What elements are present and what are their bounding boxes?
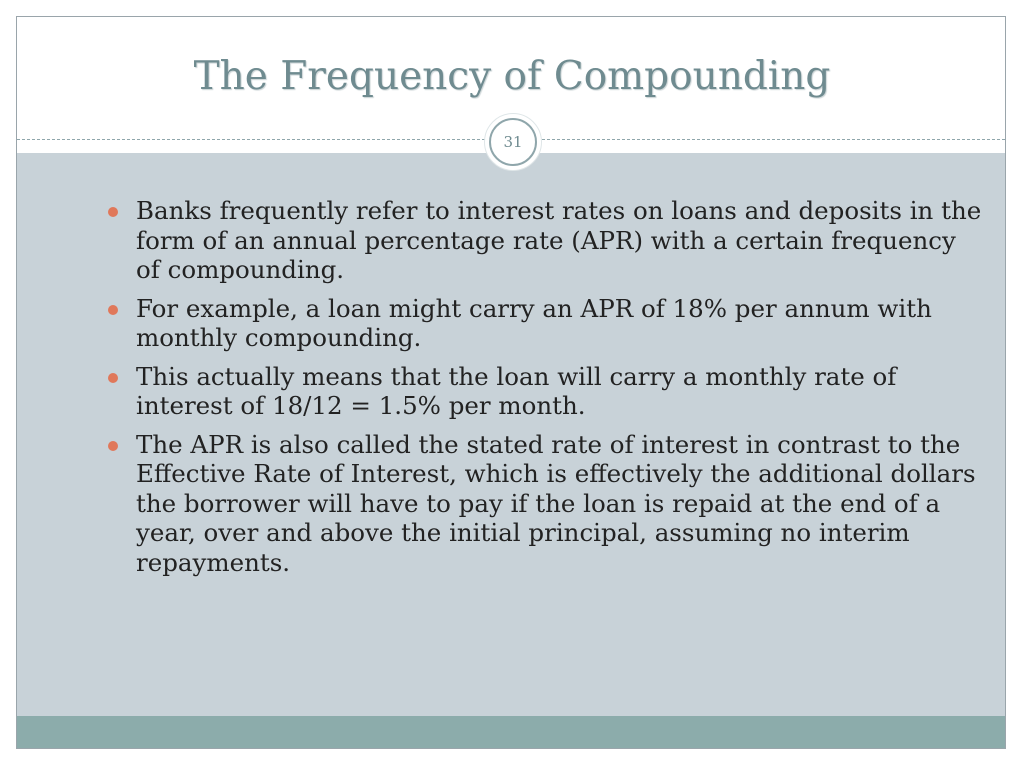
bullet-dot-icon <box>108 441 118 451</box>
bullet-item <box>104 362 984 421</box>
bullet-list <box>104 196 984 586</box>
bullet-dot-icon <box>108 373 118 383</box>
bullet-item <box>104 196 984 285</box>
bullet-text: For example, a loan might carry an APR of 18% per annum with monthly compounding. <box>136 293 932 352</box>
slide-title: The Frequency of Compounding <box>193 54 831 99</box>
bullet-item <box>104 294 984 353</box>
slide-number: 31 <box>503 133 523 151</box>
footer-band <box>17 716 1005 748</box>
bullet-dot-icon <box>108 305 118 315</box>
bullet-text: Banks frequently refer to interest rates on loans and deposits in the form of an annual percentage rate (APR) with a certain frequency of compounding. <box>136 196 982 284</box>
bullet-dot-icon <box>108 207 118 217</box>
bullet-item <box>104 430 984 578</box>
bullet-text: This actually means that the loan will carry a monthly rate of interest of 18/12 = 1.5% per month. <box>136 361 897 420</box>
bullet-text: The APR is also called the stated rate of interest in contrast to the Effective Rate of Interest, which is effectively the additional dollars the borrower will have to pay if the loan is repaid at the end of a year, over and above the initial principal, assuming no interim repayments. <box>136 429 976 577</box>
